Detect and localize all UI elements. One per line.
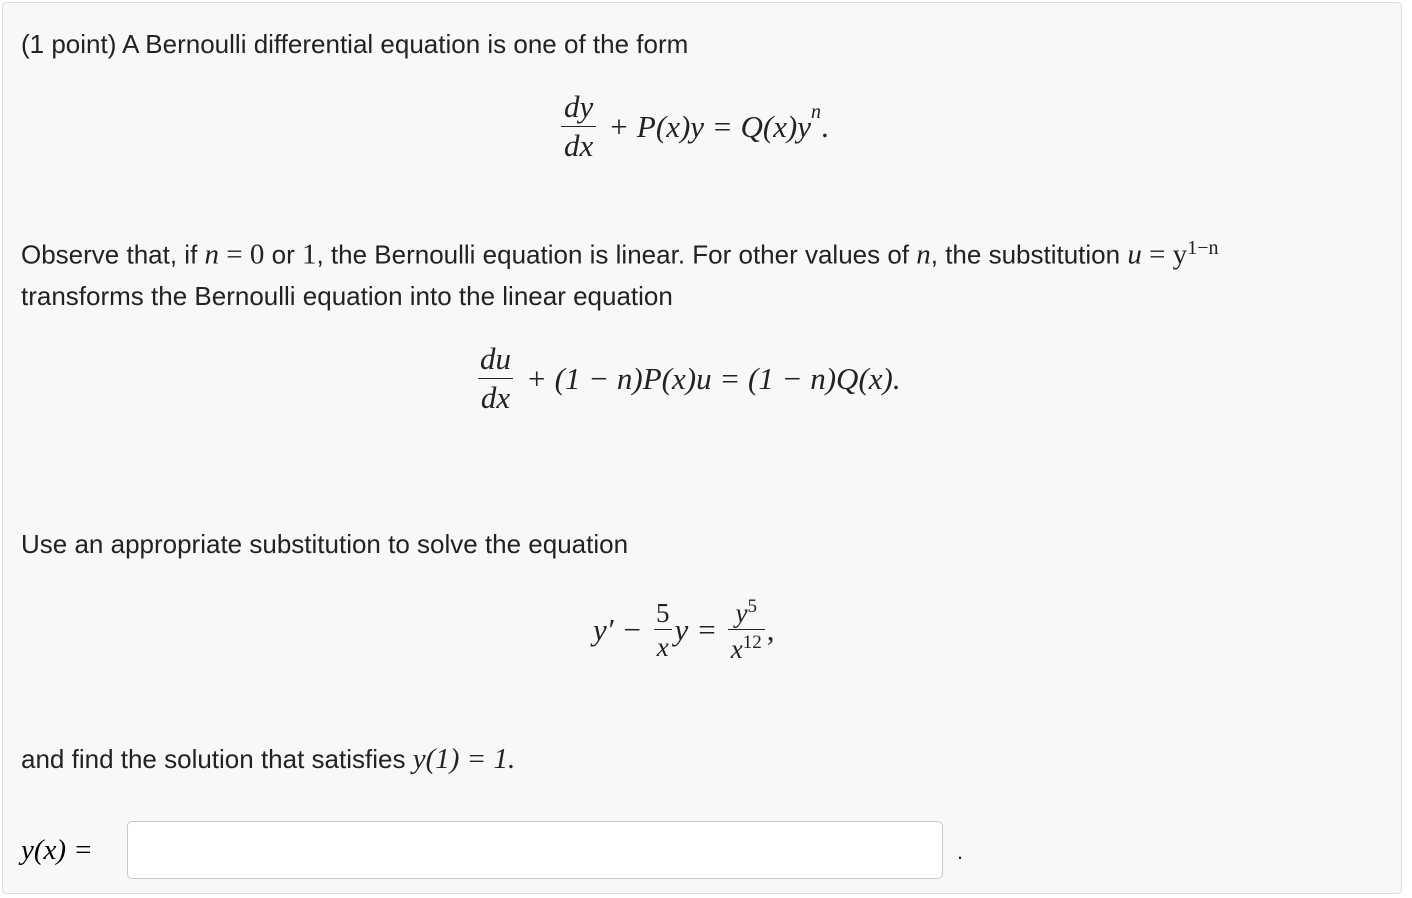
dx-denominator-2: dx xyxy=(478,378,513,415)
du-numerator: du xyxy=(480,341,511,376)
dy-dx-fraction xyxy=(561,91,596,162)
eq2-rest: + (1 − n)P(x)u = (1 − n)Q(x). xyxy=(526,360,901,396)
intro-text: (1 point) A Bernoulli differential equation is one of the form xyxy=(21,29,689,59)
observe-line-1 xyxy=(21,237,1218,272)
y5-base: y xyxy=(735,598,748,628)
dy-numerator: dy xyxy=(564,89,594,124)
eq1-end: . xyxy=(821,108,829,144)
eq3-comma: , xyxy=(766,612,775,648)
y5-over-x12-fraction xyxy=(728,597,765,664)
x12-base: x xyxy=(730,634,743,665)
observe-eq0: = 0 xyxy=(219,238,265,271)
x12-exponent: 12 xyxy=(742,632,762,654)
x12-denominator xyxy=(728,629,765,663)
observe-t2: , the Bernoulli equation is linear. For other values of xyxy=(316,239,917,270)
y-variable: y xyxy=(674,612,689,648)
observe-line-2: transforms the Bernoulli equation into the linear equation xyxy=(21,281,673,311)
find-text: and find the solution that satisfies xyxy=(21,744,413,774)
observe-u: u xyxy=(1127,238,1142,271)
y5-numerator xyxy=(733,597,760,629)
five-over-x-fraction xyxy=(653,599,673,662)
answer-label xyxy=(21,821,93,879)
five-numerator: 5 xyxy=(656,598,670,628)
use-text: Use an appropriate substitution to solve the equation xyxy=(21,529,629,559)
find-line xyxy=(21,743,515,776)
observe-one: 1 xyxy=(301,238,317,271)
answer-label-text: y(x) = xyxy=(21,833,93,866)
observe-or: or xyxy=(264,239,302,270)
answer-period: . xyxy=(957,839,964,864)
observe-t3: , the substitution xyxy=(930,239,1128,270)
problem-panel xyxy=(2,2,1402,894)
du-dx-fraction xyxy=(477,343,514,414)
eq1-rest: + P(x)y = Q(x)y xyxy=(608,108,812,144)
initial-condition: y(1) = 1. xyxy=(412,743,516,775)
linear-equation xyxy=(471,343,901,414)
observe-eqy: = y xyxy=(1141,238,1188,271)
equals-sign: = xyxy=(698,612,716,648)
x-denominator: x xyxy=(654,629,672,661)
given-equation xyxy=(593,597,775,664)
observe-t1: Observe that, if xyxy=(21,239,205,270)
answer-input[interactable] xyxy=(127,821,943,879)
observe-n1: n xyxy=(204,238,220,271)
dx-denominator: dx xyxy=(561,126,596,163)
y-prime: y′ xyxy=(593,612,614,648)
observe-exponent: 1−n xyxy=(1187,237,1219,259)
eq1-exponent: n xyxy=(811,101,822,124)
bernoulli-form-equation xyxy=(555,91,829,162)
minus-sign: − xyxy=(623,612,642,648)
observe-n2: n xyxy=(916,238,931,271)
y5-exponent: 5 xyxy=(747,596,758,617)
